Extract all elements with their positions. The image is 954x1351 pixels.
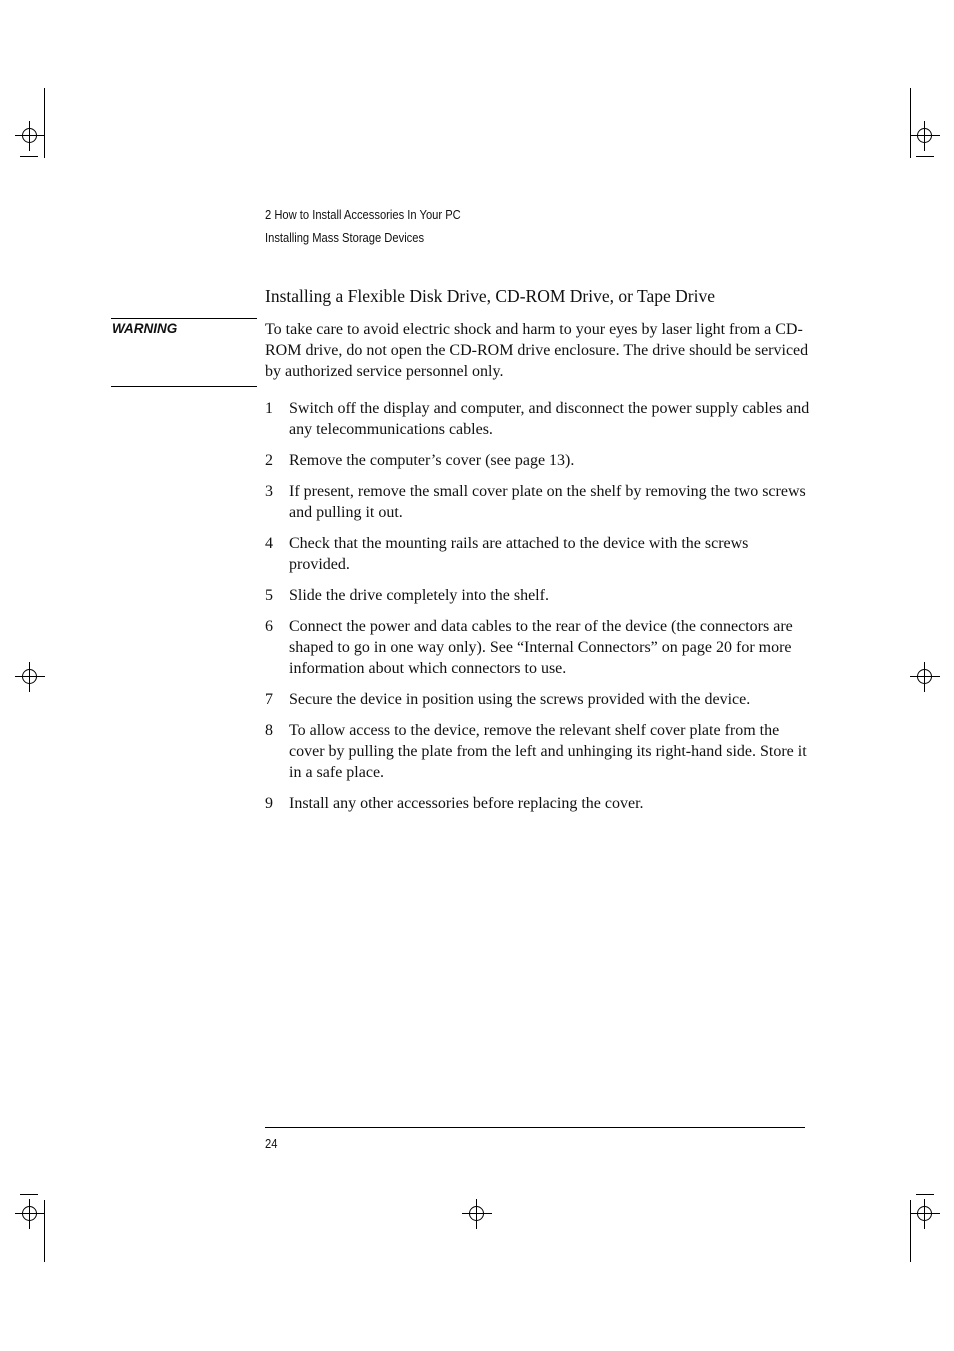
step-number: 9 (265, 795, 273, 812)
crop-mark (20, 156, 38, 157)
step-text: Install any other accessories before replacing the cover. (289, 795, 644, 812)
crop-mark (20, 1194, 38, 1195)
crop-mark (910, 1200, 911, 1262)
list-item (265, 481, 810, 523)
step-text: Check that the mounting rails are attached to the device with the screws provided. (289, 535, 749, 573)
registration-mark-icon (20, 1204, 40, 1224)
step-number: 1 (265, 400, 273, 417)
step-list (265, 398, 810, 824)
step-number: 7 (265, 691, 273, 708)
crop-mark (910, 88, 911, 158)
registration-mark-icon (20, 667, 40, 687)
step-number: 8 (265, 722, 273, 739)
list-item (265, 616, 810, 679)
registration-mark-icon (915, 1204, 935, 1224)
list-item (265, 585, 810, 606)
list-item (265, 398, 810, 440)
footer-divider (265, 1127, 805, 1128)
section-header: Installing Mass Storage Devices (265, 230, 425, 245)
step-number: 3 (265, 483, 273, 500)
step-number: 2 (265, 452, 273, 469)
step-text: Secure the device in position using the screws provided with the device. (289, 691, 751, 708)
list-item (265, 793, 810, 814)
list-item (265, 689, 810, 710)
list-item (265, 720, 810, 783)
step-text: Remove the computer’s cover (see page 13). (289, 452, 575, 469)
step-number: 5 (265, 587, 273, 604)
page-number: 24 (265, 1136, 278, 1151)
chapter-header: 2 How to Install Accessories In Your PC (265, 207, 461, 222)
registration-mark-icon (915, 126, 935, 146)
step-text: Slide the drive completely into the shelf. (289, 587, 549, 604)
registration-mark-icon (20, 126, 40, 146)
crop-mark (44, 1200, 45, 1262)
list-item (265, 450, 810, 471)
list-item (265, 533, 810, 575)
step-text: Switch off the display and computer, and disconnect the power supply cables and any telecommunications cables. (289, 400, 810, 438)
step-number: 4 (265, 535, 273, 552)
step-number: 6 (265, 618, 273, 635)
step-text: To allow access to the device, remove the relevant shelf cover plate from the cover by pulling the plate from the left and unhinging its right-hand side. Store it in a safe place. (289, 722, 807, 781)
registration-mark-icon (467, 1204, 487, 1224)
warning-label: WARNING (112, 321, 178, 336)
crop-mark (916, 156, 934, 157)
step-text: Connect the power and data cables to the rear of the device (the connectors are shaped to go in one way only). See “Internal Connectors” on page 20 for more information about which connectors to use. (289, 618, 793, 677)
warning-text: To take care to avoid electric shock and harm to your eyes by laser light from a CD-ROM drive, do not open the CD-ROM drive enclosure. The drive should be serviced by authorized service personnel only. (265, 321, 809, 380)
section-title: Installing a Flexible Disk Drive, CD-ROM Drive, or Tape Drive (265, 286, 715, 306)
crop-mark (44, 88, 45, 158)
crop-mark (916, 1194, 934, 1195)
warning-divider-top (111, 318, 257, 319)
warning-divider-bottom (111, 386, 257, 387)
registration-mark-icon (915, 667, 935, 687)
step-text: If present, remove the small cover plate on the shelf by removing the two screws and pulling it out. (289, 483, 806, 521)
